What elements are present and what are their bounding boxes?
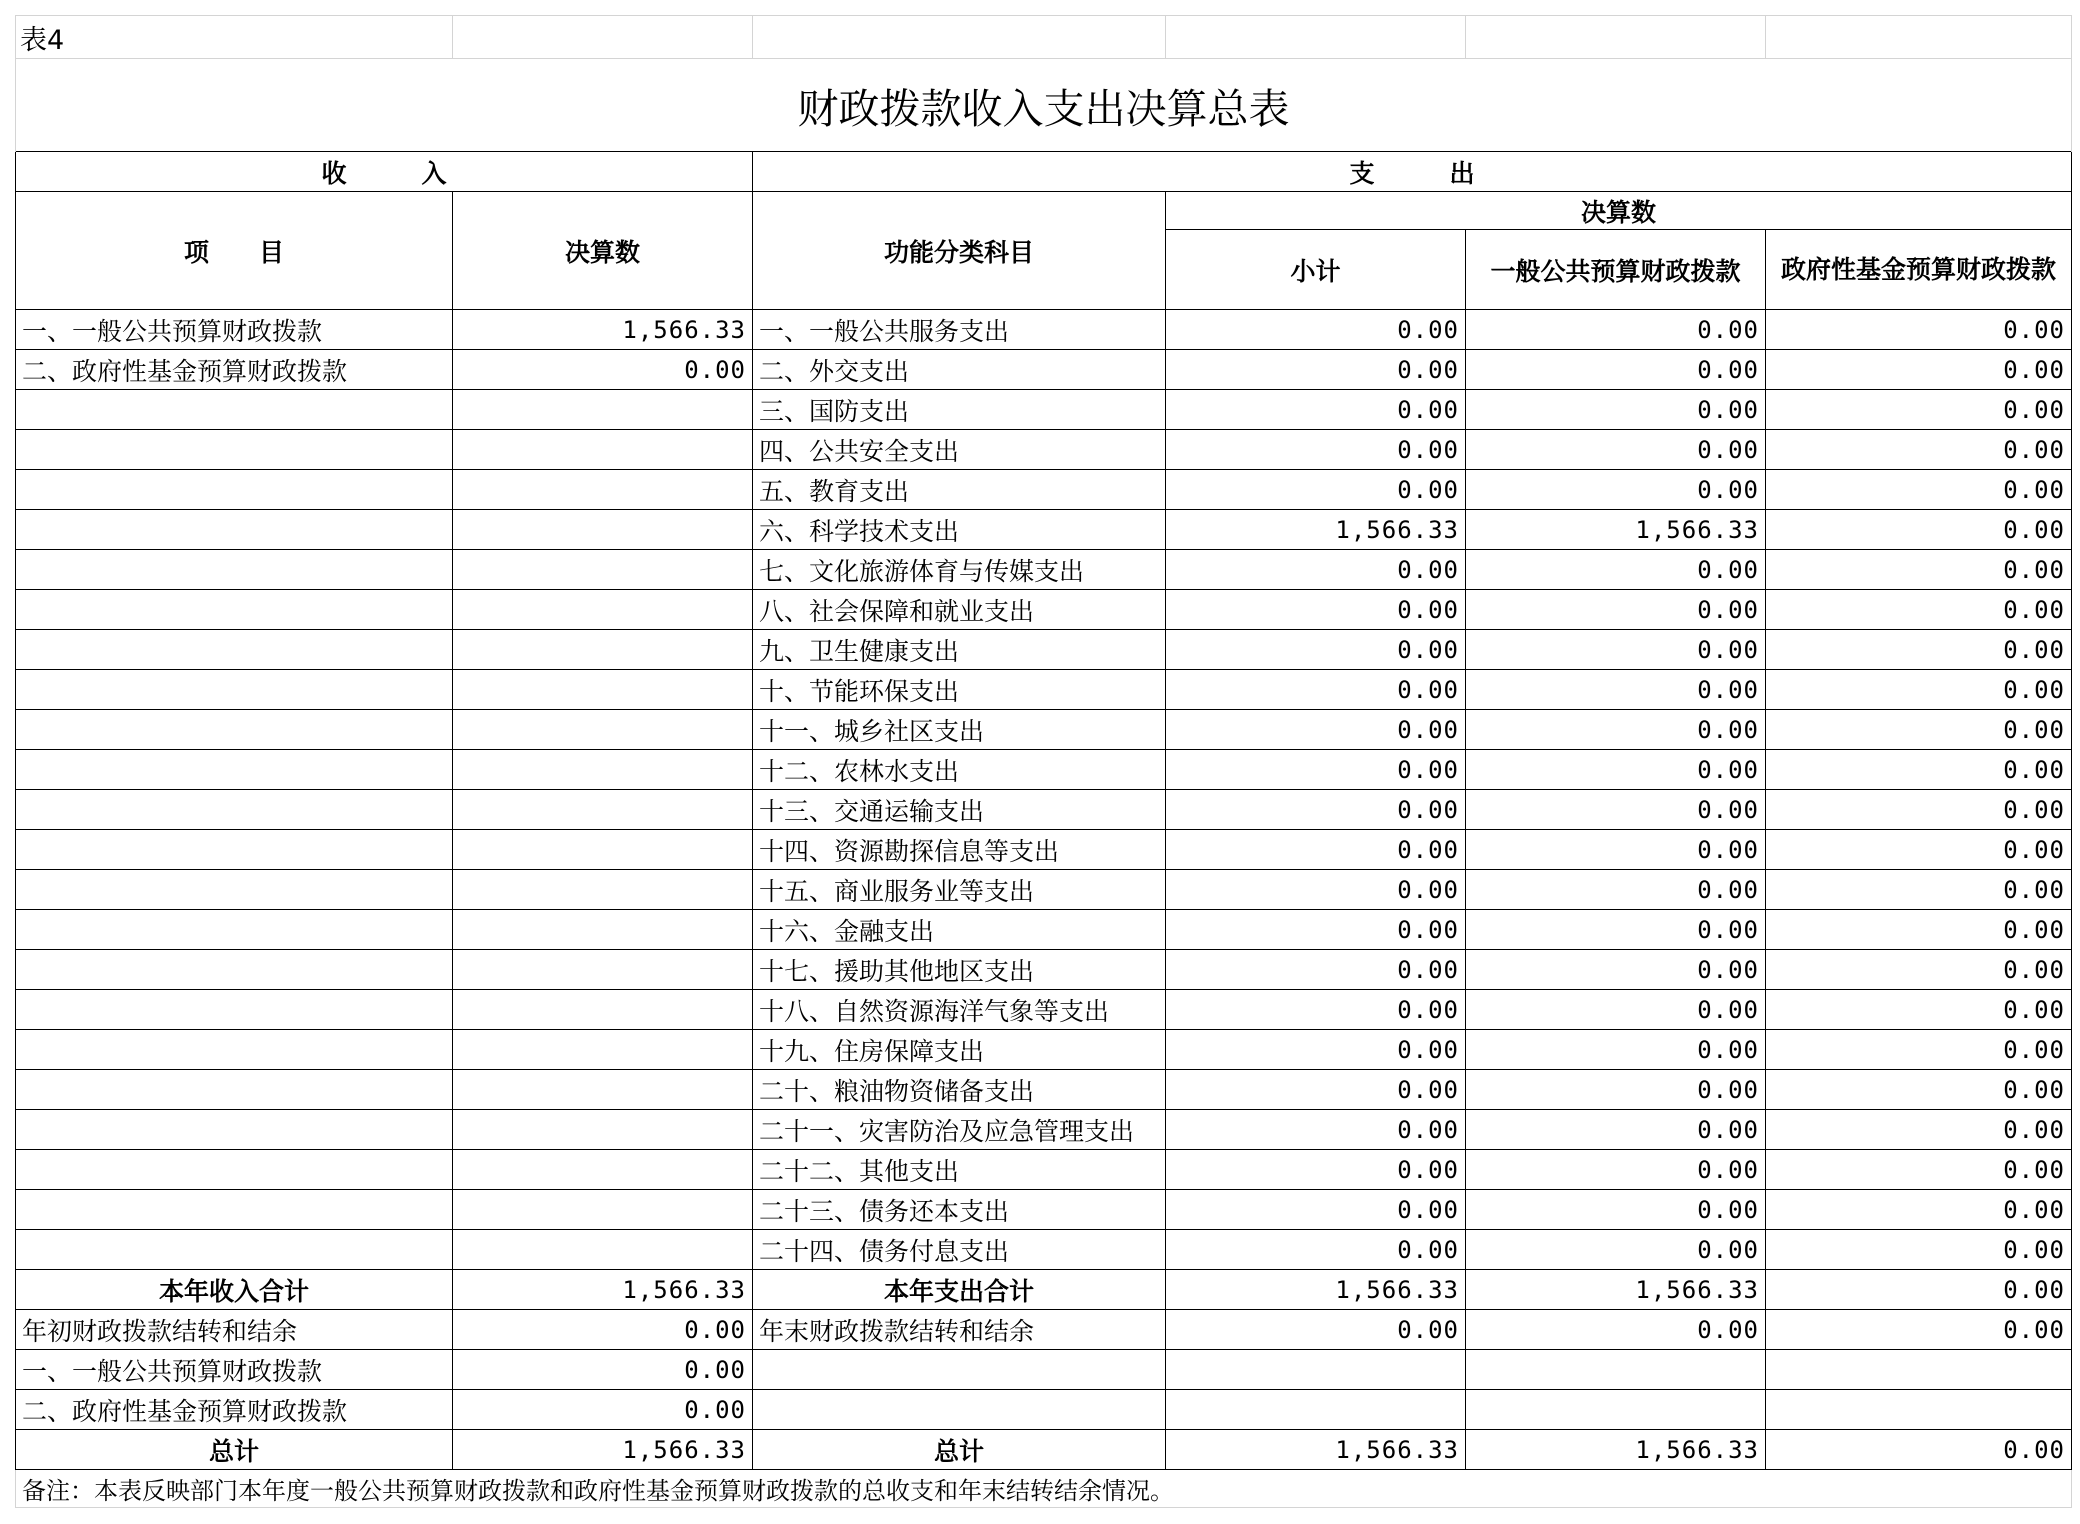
table-row [16, 1030, 2072, 1070]
general-budget-amount: 0.00 [1466, 1230, 1766, 1270]
grand-expense-general: 1,566.33 [1466, 1430, 1766, 1470]
expense-item: 十五、商业服务业等支出 [753, 870, 1166, 910]
expense-item: 十八、自然资源海洋气象等支出 [753, 990, 1166, 1030]
carry-expense-fund: 0.00 [1766, 1310, 2072, 1350]
carry-fund-amount: 0.00 [453, 1390, 753, 1430]
general-budget-amount: 0.00 [1466, 430, 1766, 470]
general-budget-amount: 0.00 [1466, 390, 1766, 430]
general-budget-amount: 0.00 [1466, 830, 1766, 870]
general-budget-amount: 0.00 [1466, 750, 1766, 790]
income-item [16, 390, 453, 430]
year-expense-subtotal: 1,566.33 [1166, 1270, 1466, 1310]
general-budget-amount: 0.00 [1466, 870, 1766, 910]
expense-item: 十七、援助其他地区支出 [753, 950, 1166, 990]
subtotal-amount: 0.00 [1166, 750, 1466, 790]
empty-cell [753, 1350, 1166, 1390]
subtotal-amount: 0.00 [1166, 1150, 1466, 1190]
income-amount [453, 990, 753, 1030]
year-expense-general: 1,566.33 [1466, 1270, 1766, 1310]
table-row [16, 1110, 2072, 1150]
income-amount [453, 1230, 753, 1270]
fund-budget-amount: 0.00 [1766, 1070, 2072, 1110]
income-amount [453, 790, 753, 830]
general-budget-amount: 0.00 [1466, 590, 1766, 630]
income-amount [453, 590, 753, 630]
income-item: 一、一般公共预算财政拨款 [16, 310, 453, 350]
general-budget-amount: 0.00 [1466, 990, 1766, 1030]
table-row [16, 550, 2072, 590]
table-row [16, 350, 2072, 390]
fund-budget-amount: 0.00 [1766, 670, 2072, 710]
fund-budget-amount: 0.00 [1766, 390, 2072, 430]
grand-income-total-label: 总计 [16, 1430, 453, 1470]
fund-budget-amount: 0.00 [1766, 870, 2072, 910]
subtotal-amount: 0.00 [1166, 830, 1466, 870]
table-title: 财政拨款收入支出决算总表 [16, 59, 2072, 152]
carry-general-amount: 0.00 [453, 1350, 753, 1390]
fund-budget-amount: 0.00 [1766, 310, 2072, 350]
fund-budget-amount: 0.00 [1766, 710, 2072, 750]
income-amount [453, 1030, 753, 1070]
income-amount [453, 630, 753, 670]
income-item: 二、政府性基金预算财政拨款 [16, 350, 453, 390]
income-item [16, 1070, 453, 1110]
income-amount [453, 510, 753, 550]
empty-cell [1166, 1390, 1466, 1430]
carry-income-label: 年初财政拨款结转和结余 [16, 1310, 453, 1350]
expense-item: 十四、资源勘探信息等支出 [753, 830, 1166, 870]
income-item [16, 950, 453, 990]
subtotal-header: 小计 [1166, 230, 1466, 310]
subtotal-amount: 0.00 [1166, 1030, 1466, 1070]
empty-cell [1466, 1390, 1766, 1430]
subtotal-amount: 0.00 [1166, 470, 1466, 510]
fund-budget-amount: 0.00 [1766, 790, 2072, 830]
item-header: 项 目 [16, 192, 453, 310]
income-amount [453, 710, 753, 750]
income-item [16, 1030, 453, 1070]
general-budget-amount: 0.00 [1466, 1150, 1766, 1190]
report-sheet [15, 15, 2071, 1508]
general-budget-amount: 0.00 [1466, 630, 1766, 670]
subtotal-amount: 0.00 [1166, 630, 1466, 670]
fund-budget-amount: 0.00 [1766, 350, 2072, 390]
table-note: 备注：本表反映部门本年度一般公共预算财政拨款和政府性基金预算财政拨款的总收支和年末结转结余情况。 [16, 1470, 2072, 1508]
subtotal-amount: 0.00 [1166, 710, 1466, 750]
year-expense-fund: 0.00 [1766, 1270, 2072, 1310]
expense-item: 四、公共安全支出 [753, 430, 1166, 470]
expense-item: 十六、金融支出 [753, 910, 1166, 950]
year-total-row [16, 1270, 2072, 1310]
income-amount: 0.00 [453, 350, 753, 390]
fund-budget-amount: 0.00 [1766, 990, 2072, 1030]
expense-item: 十一、城乡社区支出 [753, 710, 1166, 750]
carry-general-label: 一、一般公共预算财政拨款 [16, 1350, 453, 1390]
empty-cell [1166, 1350, 1466, 1390]
fund-budget-amount: 0.00 [1766, 950, 2072, 990]
fund-budget-amount: 0.00 [1766, 430, 2072, 470]
general-budget-amount: 0.00 [1466, 1110, 1766, 1150]
table-row [16, 390, 2072, 430]
subtotal-amount: 0.00 [1166, 430, 1466, 470]
expense-item: 十二、农林水支出 [753, 750, 1166, 790]
general-budget-amount: 0.00 [1466, 1190, 1766, 1230]
table-row [16, 470, 2072, 510]
general-budget-header: 一般公共预算财政拨款 [1466, 230, 1766, 310]
income-amount [453, 950, 753, 990]
table-row [16, 310, 2072, 350]
subtotal-amount: 1,566.33 [1166, 510, 1466, 550]
fund-budget-amount: 0.00 [1766, 910, 2072, 950]
fund-budget-header: 政府性基金预算财政拨款 [1766, 230, 2072, 310]
table-row [16, 910, 2072, 950]
fiscal-appropriation-table [15, 15, 2072, 1508]
fund-budget-amount: 0.00 [1766, 750, 2072, 790]
income-item [16, 670, 453, 710]
income-amount [453, 670, 753, 710]
expense-item: 八、社会保障和就业支出 [753, 590, 1166, 630]
income-amount [453, 1190, 753, 1230]
general-budget-amount: 0.00 [1466, 670, 1766, 710]
expense-item: 一、一般公共服务支出 [753, 310, 1166, 350]
fund-budget-amount: 0.00 [1766, 470, 2072, 510]
table-row [16, 590, 2072, 630]
income-amount [453, 910, 753, 950]
carry-expense-label: 年末财政拨款结转和结余 [753, 1310, 1166, 1350]
general-budget-amount: 0.00 [1466, 1070, 1766, 1110]
final-amount-header: 决算数 [453, 192, 753, 310]
fund-budget-amount: 0.00 [1766, 1150, 2072, 1190]
carry-fund-label: 二、政府性基金预算财政拨款 [16, 1390, 453, 1430]
fund-budget-amount: 0.00 [1766, 1230, 2072, 1270]
expense-item: 二十二、其他支出 [753, 1150, 1166, 1190]
general-budget-amount: 0.00 [1466, 710, 1766, 750]
income-item [16, 1230, 453, 1270]
subtotal-amount: 0.00 [1166, 1230, 1466, 1270]
carry-general-row [16, 1350, 2072, 1390]
subtotal-amount: 0.00 [1166, 550, 1466, 590]
expense-item: 二十四、债务付息支出 [753, 1230, 1166, 1270]
table-row [16, 430, 2072, 470]
fund-budget-amount: 0.00 [1766, 1110, 2072, 1150]
income-item [16, 710, 453, 750]
income-header: 收 入 [16, 152, 753, 192]
expense-item: 七、文化旅游体育与传媒支出 [753, 550, 1166, 590]
subtotal-amount: 0.00 [1166, 310, 1466, 350]
function-category-header: 功能分类科目 [753, 192, 1166, 310]
fund-budget-amount: 0.00 [1766, 510, 2072, 550]
subtotal-amount: 0.00 [1166, 590, 1466, 630]
income-amount [453, 1070, 753, 1110]
table-row [16, 670, 2072, 710]
expense-item: 十三、交通运输支出 [753, 790, 1166, 830]
income-item [16, 590, 453, 630]
note-row [16, 1470, 2072, 1508]
general-budget-amount: 0.00 [1466, 910, 1766, 950]
income-item [16, 510, 453, 550]
income-item [16, 750, 453, 790]
subtotal-amount: 0.00 [1166, 1110, 1466, 1150]
empty-cell [753, 1390, 1166, 1430]
income-item [16, 630, 453, 670]
table-row [16, 950, 2072, 990]
income-amount [453, 870, 753, 910]
income-item [16, 550, 453, 590]
grand-expense-subtotal: 1,566.33 [1166, 1430, 1466, 1470]
income-item [16, 990, 453, 1030]
year-income-total-label: 本年收入合计 [16, 1270, 453, 1310]
subtotal-amount: 0.00 [1166, 910, 1466, 950]
income-amount [453, 390, 753, 430]
carry-expense-subtotal: 0.00 [1166, 1310, 1466, 1350]
income-amount [453, 750, 753, 790]
fund-budget-amount: 0.00 [1766, 630, 2072, 670]
carry-fund-row [16, 1390, 2072, 1430]
expense-item: 二、外交支出 [753, 350, 1166, 390]
income-amount [453, 430, 753, 470]
carry-expense-general: 0.00 [1466, 1310, 1766, 1350]
table-row [16, 750, 2072, 790]
year-expense-total-label: 本年支出合计 [753, 1270, 1166, 1310]
general-budget-amount: 1,566.33 [1466, 510, 1766, 550]
grand-total-row [16, 1430, 2072, 1470]
income-amount [453, 1150, 753, 1190]
income-item [16, 790, 453, 830]
expense-item: 二十三、债务还本支出 [753, 1190, 1166, 1230]
expense-item: 五、教育支出 [753, 470, 1166, 510]
income-amount [453, 1110, 753, 1150]
general-budget-amount: 0.00 [1466, 1030, 1766, 1070]
income-item [16, 430, 453, 470]
empty-cell [1766, 1390, 2072, 1430]
expense-item: 九、卫生健康支出 [753, 630, 1166, 670]
income-item [16, 1190, 453, 1230]
table-row [16, 870, 2072, 910]
subtotal-amount: 0.00 [1166, 1070, 1466, 1110]
table-row [16, 1070, 2072, 1110]
general-budget-amount: 0.00 [1466, 950, 1766, 990]
subtotal-amount: 0.00 [1166, 390, 1466, 430]
expense-item: 十、节能环保支出 [753, 670, 1166, 710]
fund-budget-amount: 0.00 [1766, 1030, 2072, 1070]
subtotal-amount: 0.00 [1166, 350, 1466, 390]
table-row [16, 1150, 2072, 1190]
subtotal-amount: 0.00 [1166, 670, 1466, 710]
subtotal-amount: 0.00 [1166, 790, 1466, 830]
table-row [16, 1190, 2072, 1230]
fund-budget-amount: 0.00 [1766, 1190, 2072, 1230]
grand-expense-total-label: 总计 [753, 1430, 1166, 1470]
fund-budget-amount: 0.00 [1766, 590, 2072, 630]
final-amount-group-header: 决算数 [1166, 192, 2072, 230]
subtotal-amount: 0.00 [1166, 990, 1466, 1030]
expense-header: 支 出 [753, 152, 2072, 192]
year-income-total-amount: 1,566.33 [453, 1270, 753, 1310]
table-row [16, 830, 2072, 870]
table-row [16, 710, 2072, 750]
income-item [16, 830, 453, 870]
general-budget-amount: 0.00 [1466, 350, 1766, 390]
grand-income-total-amount: 1,566.33 [453, 1430, 753, 1470]
subtotal-amount: 0.00 [1166, 950, 1466, 990]
income-item [16, 1110, 453, 1150]
income-item [16, 1150, 453, 1190]
expense-item: 十九、住房保障支出 [753, 1030, 1166, 1070]
fund-budget-amount: 0.00 [1766, 550, 2072, 590]
subtotal-amount: 0.00 [1166, 870, 1466, 910]
empty-cell [1766, 1350, 2072, 1390]
income-amount: 1,566.33 [453, 310, 753, 350]
income-item [16, 870, 453, 910]
carry-row [16, 1310, 2072, 1350]
table-row [16, 790, 2072, 830]
subtotal-amount: 0.00 [1166, 1190, 1466, 1230]
general-budget-amount: 0.00 [1466, 310, 1766, 350]
income-amount [453, 550, 753, 590]
expense-item: 三、国防支出 [753, 390, 1166, 430]
empty-cell [1466, 1350, 1766, 1390]
income-amount [453, 470, 753, 510]
expense-item: 二十、粮油物资储备支出 [753, 1070, 1166, 1110]
sheet-label: 表4 [16, 16, 453, 59]
expense-item: 六、科学技术支出 [753, 510, 1166, 550]
grand-expense-fund: 0.00 [1766, 1430, 2072, 1470]
table-row [16, 1230, 2072, 1270]
income-item [16, 910, 453, 950]
general-budget-amount: 0.00 [1466, 550, 1766, 590]
fund-budget-amount: 0.00 [1766, 830, 2072, 870]
expense-item: 二十一、灾害防治及应急管理支出 [753, 1110, 1166, 1150]
table-row [16, 510, 2072, 550]
table-row [16, 630, 2072, 670]
carry-income-amount: 0.00 [453, 1310, 753, 1350]
income-item [16, 470, 453, 510]
general-budget-amount: 0.00 [1466, 790, 1766, 830]
table-row [16, 990, 2072, 1030]
income-amount [453, 830, 753, 870]
general-budget-amount: 0.00 [1466, 470, 1766, 510]
